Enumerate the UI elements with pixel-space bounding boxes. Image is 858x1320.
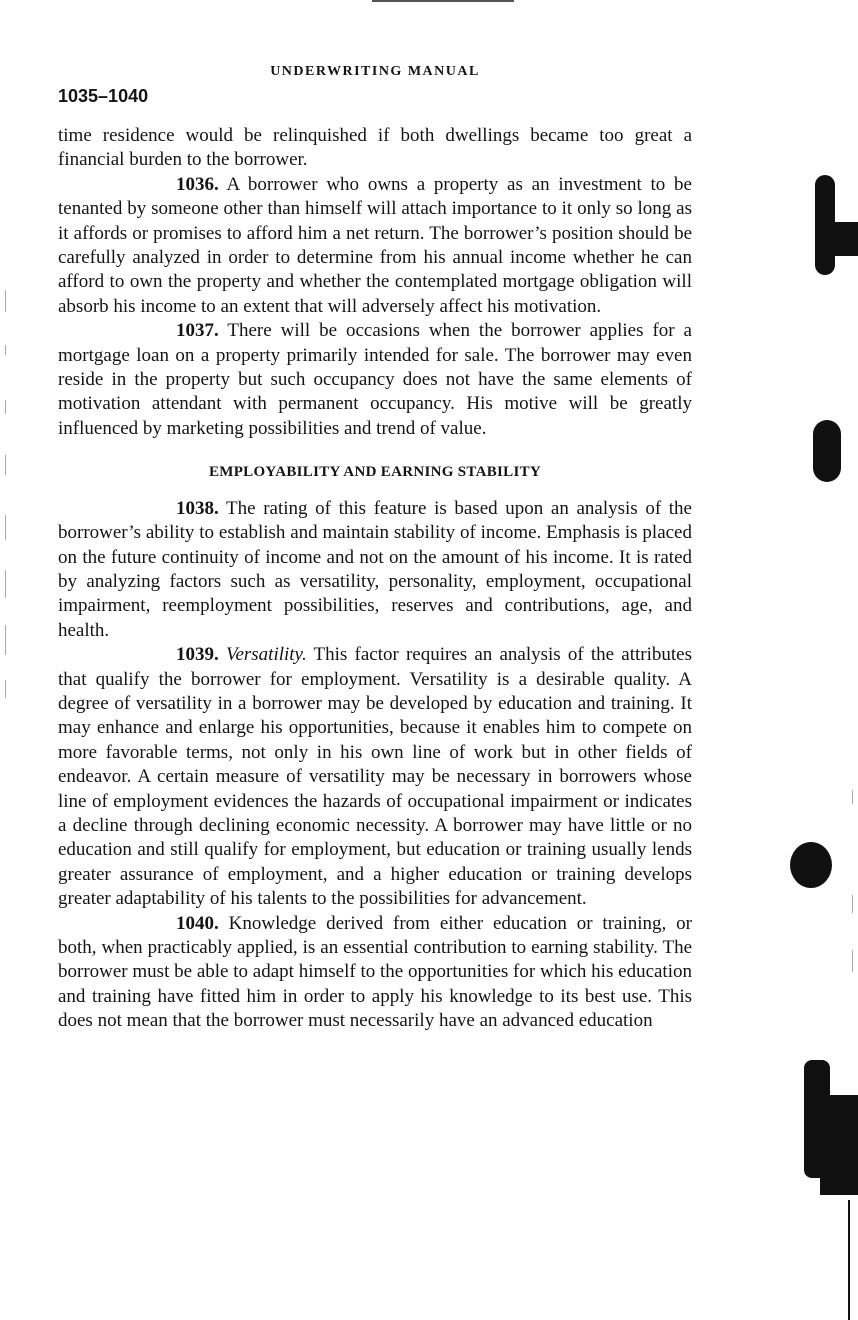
paragraph-text: This factor requires an analysis of the attributes that qualify the borrower for employment. Versatility is a desirable quality. A degree of versatility in a borrower may be developed by education and training. It may enhance and enlarge his opportunities, because it enables him to compete on more favorable terms, not only in his own line of work but in other fields of endeavor. A certain measure of versatility may be necessary in borrowers whose line of employment evidences the hazards of occupational impairment or indicates a decline through declining economic necessity. A borrower may have little or no education and still qualify for employment, but education or training usually lends greater assurance of employment, and a higher education or training develops greater adaptability of his talents to the possibilities for advancement. bbox=[58, 644, 692, 910]
paragraph-number: 1038. bbox=[176, 497, 219, 519]
margin-tick bbox=[852, 790, 853, 804]
margin-tick bbox=[5, 290, 6, 312]
paragraph-1038 bbox=[58, 497, 692, 643]
margin-tick bbox=[5, 400, 6, 414]
margin-tick bbox=[5, 515, 6, 540]
paragraph-number: 1039. bbox=[176, 644, 219, 666]
paragraph-number: 1040. bbox=[176, 912, 219, 934]
paragraph-1040 bbox=[58, 912, 692, 1034]
paragraph-1036 bbox=[58, 173, 692, 319]
margin-tick bbox=[5, 625, 6, 655]
paragraph-number: 1037. bbox=[176, 320, 219, 342]
paragraph-text: Knowledge derived from either education or training, or both, when practicably applied, is an essential contribution to earning stability. The borrower must be able to adapt himself to the opportunities for which his education and training have fitted him in order to apply his knowledge to its best use. This does not mean that the borrower must necessarily have an advanced education bbox=[58, 912, 692, 1032]
running-head: UNDERWRITING MANUAL bbox=[270, 64, 480, 79]
section-range: 1035–1040 bbox=[58, 86, 149, 106]
punch-hole-2 bbox=[790, 842, 832, 888]
paragraph-1039 bbox=[58, 643, 692, 911]
section-heading: EMPLOYABILITY AND EARNING STABILITY bbox=[208, 464, 542, 481]
margin-tick bbox=[852, 895, 853, 913]
paragraph-text: The rating of this feature is based upon an analysis of the borrower’s ability to establish and maintain stability of income. Emphasis is placed on the future continuity of income and not on the amount of his income. It is rated by analyzing factors such as versatility, personality, employment, occupational impairment, reemployment possibilities, reserves and contributions, age, and health. bbox=[58, 497, 692, 641]
paragraph-number: 1036. bbox=[176, 173, 219, 195]
paragraph-text: There will be occasions when the borrower applies for a mortgage loan on a property primarily intended for sale. The borrower may even reside in the property but such occupancy does not have the same elements of motivation attendant with permanent occupancy. His motive will be greatly influenced by marketing possibilities and trend of value. bbox=[58, 320, 692, 439]
edge-line bbox=[848, 1200, 850, 1320]
paragraph-1037 bbox=[58, 319, 692, 441]
body-text bbox=[58, 124, 692, 1034]
margin-tick bbox=[5, 455, 6, 475]
binding-mark-bottom-tab bbox=[820, 1095, 858, 1195]
margin-tick bbox=[5, 570, 6, 598]
punch-hole-1 bbox=[813, 420, 841, 482]
paragraph-text: A borrower who owns a property as an investment to be tenanted by someone other than himself will attach importance to it only so long as it affords or promises to afford him a net return. The borrower’s position should be carefully analyzed in order to determine from his annual income whether he can afford to own the property and whether the contemplated mortgage obligation will absorb his income to an extent that will adversely affect his motivation. bbox=[58, 173, 692, 317]
margin-tick bbox=[5, 680, 6, 698]
binding-mark-top bbox=[815, 175, 835, 275]
margin-tick bbox=[5, 345, 6, 355]
binding-mark-top-tab bbox=[833, 222, 858, 256]
margin-tick bbox=[852, 950, 853, 972]
paragraph-term: Versatility. bbox=[225, 644, 307, 666]
top-rule bbox=[372, 0, 514, 2]
paragraph-continued: time residence would be relinquished if both dwellings became too great a financial burden to the borrower. bbox=[58, 125, 692, 171]
